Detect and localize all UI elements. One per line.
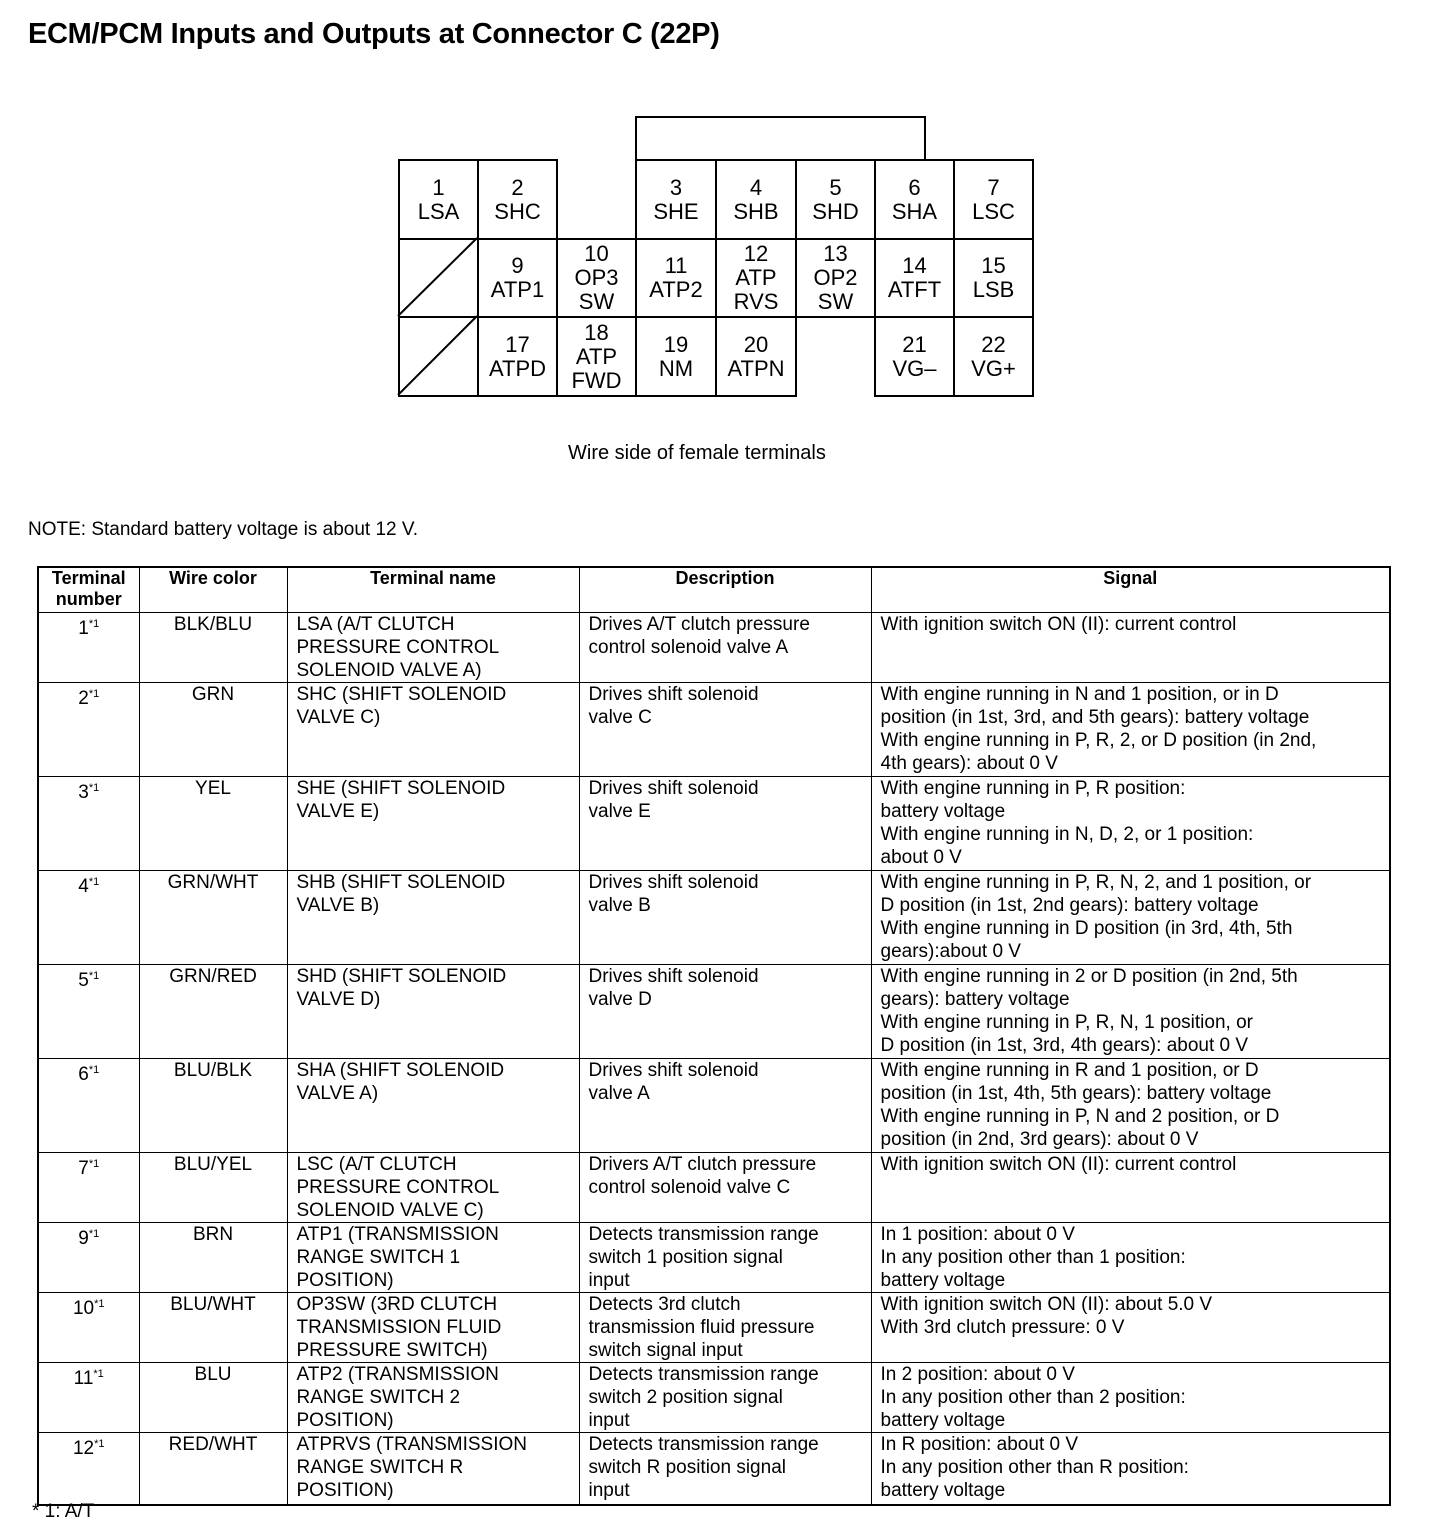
- cell-wire-color: GRN/WHT: [139, 871, 287, 965]
- footnote-marker: *1: [88, 618, 100, 630]
- header-signal: Signal: [871, 567, 1390, 613]
- terminal-table: [37, 566, 1391, 1506]
- terminal-number: 20: [743, 331, 769, 357]
- terminal-label: SHC: [494, 198, 541, 224]
- voltage-note: NOTE: Standard battery voltage is about 12 V.: [28, 519, 419, 540]
- cell-signal: With ignition switch ON (II): current control: [871, 613, 1390, 683]
- cell-terminal-name: LSA (A/T CLUTCH PRESSURE CONTROL SOLENOID VALVE A): [287, 613, 579, 683]
- footnote-marker: *1: [88, 782, 100, 794]
- terminal-label: ATP2: [649, 277, 703, 302]
- cell-description: Detects transmission range switch 2 position signal input: [579, 1363, 871, 1433]
- cell-terminal-name: SHC (SHIFT SOLENOID VALVE C): [287, 683, 579, 777]
- cell-description: Drives shift solenoid valve D: [579, 965, 871, 1059]
- table-row: [38, 613, 1390, 683]
- terminal-number: 17: [505, 331, 530, 357]
- blank-terminal-16-slash: [398, 316, 477, 395]
- terminal-number: 6: [908, 174, 921, 200]
- cell-description: Drives A/T clutch pressure control solenoid valve A: [579, 613, 871, 683]
- cell-wire-color: RED/WHT: [139, 1433, 287, 1505]
- terminal-number: 15: [981, 253, 1006, 278]
- cell-terminal-number: 4$^{*1}$: [38, 871, 139, 965]
- table-row: [38, 1153, 1390, 1223]
- cell-terminal-number: 10$^{*1}$: [38, 1293, 139, 1363]
- header-terminal-name: Terminal name: [287, 567, 579, 613]
- table-row: [38, 965, 1390, 1059]
- cell-signal: With engine running in N and 1 position, or in D position (in 1st, 3rd, and 5th gears): battery voltage With engine running in P, R, 2, or D position (in 2nd, 4th gears): about 0 V: [871, 683, 1390, 777]
- cell-terminal-number: 3$^{*1}$: [38, 777, 139, 871]
- terminal-label: OP3: [574, 265, 619, 290]
- footnote-marker: *1: [88, 1228, 100, 1240]
- table-header-row: [38, 567, 1390, 613]
- terminal-label: LSA: [417, 198, 460, 224]
- cell-signal: With ignition switch ON (II): about 5.0 V With 3rd clutch pressure: 0 V: [871, 1293, 1390, 1363]
- cell-signal: With engine running in R and 1 position, or D position (in 1st, 4th, 5th gears): battery voltage With engine running in P, N and 2 position, or D position (in 2nd, 3rd gears): about 0 V: [871, 1059, 1390, 1153]
- terminal-label: FWD: [571, 367, 622, 393]
- terminal-number: 21: [902, 331, 927, 357]
- terminal-label: SHB: [733, 198, 779, 224]
- terminal-label: ATP: [575, 343, 618, 369]
- page-title: ECM/PCM Inputs and Outputs at Connector C (22P): [28, 18, 720, 50]
- cell-wire-color: YEL: [139, 777, 287, 871]
- cell-wire-color: BLU/WHT: [139, 1293, 287, 1363]
- table-row: [38, 1223, 1390, 1293]
- terminal-number: 14: [902, 253, 927, 278]
- blank-terminal-8-slash: [398, 238, 477, 316]
- cell-terminal-number: 9$^{*1}$: [38, 1223, 139, 1293]
- terminal-label: ATP1: [490, 277, 545, 302]
- terminal-number: 5: [829, 174, 842, 200]
- cell-description: Drives shift solenoid valve E: [579, 777, 871, 871]
- cell-terminal-name: ATP2 (TRANSMISSION RANGE SWITCH 2 POSITION): [287, 1363, 579, 1433]
- table-row: [38, 1363, 1390, 1433]
- cell-description: Detects transmission range switch 1 position signal input: [579, 1223, 871, 1293]
- footnote-marker: *1: [94, 1298, 105, 1310]
- table-row: [38, 777, 1390, 871]
- cell-wire-color: BLU/BLK: [139, 1059, 287, 1153]
- terminal-label: ATP: [735, 265, 777, 290]
- cell-signal: With ignition switch ON (II): current control: [871, 1153, 1390, 1223]
- cell-signal: In 2 position: about 0 V In any position other than 2 position: battery voltage: [871, 1363, 1390, 1433]
- cell-signal: With engine running in P, R, N, 2, and 1 position, or D position (in 1st, 2nd gears): battery voltage With engine running in D position (in 3rd, 4th, 5th gears):about 0 V: [871, 871, 1390, 965]
- header-terminal-number: Terminal number: [38, 567, 139, 613]
- cell-signal: With engine running in 2 or D position (in 2nd, 5th gears): battery voltage With engine running in P, R, N, 1 position, or D position (in 1st, 3rd, 4th gears): about 0 V: [871, 965, 1390, 1059]
- terminal-number: 22: [981, 331, 1006, 357]
- cell-terminal-name: SHE (SHIFT SOLENOID VALVE E): [287, 777, 579, 871]
- cell-wire-color: GRN: [139, 683, 287, 777]
- cell-terminal-name: OP3SW (3RD CLUTCH TRANSMISSION FLUID PRESSURE SWITCH): [287, 1293, 579, 1363]
- table-row: [38, 683, 1390, 777]
- cell-wire-color: BLU/YEL: [139, 1153, 287, 1223]
- footnote-marker: *1: [88, 876, 100, 888]
- footnote-marker: *1: [88, 688, 100, 700]
- cell-signal: With engine running in P, R position: battery voltage With engine running in N, D, 2, or 1 position: about 0 V: [871, 777, 1390, 871]
- cell-terminal-number: 6$^{*1}$: [38, 1059, 139, 1153]
- terminal-label: OP2: [813, 265, 858, 290]
- cell-terminal-number: 7$^{*1}$: [38, 1153, 139, 1223]
- terminal-label: VG–: [892, 355, 937, 381]
- cell-terminal-number: 11$^{*1}$: [38, 1363, 139, 1433]
- header-wire-color: Wire color: [139, 567, 287, 613]
- footnote-marker: *1: [88, 1158, 100, 1170]
- footnote-marker: *1: [94, 1438, 105, 1450]
- footnote-marker: *1: [93, 1368, 104, 1380]
- footnote-marker: *1: [88, 970, 100, 982]
- terminal-label: LSC: [972, 198, 1015, 224]
- blank-terminal-marks: [0, 0, 1440, 420]
- cell-terminal-number: 12$^{*1}$: [38, 1433, 139, 1505]
- terminal-number: 19: [663, 331, 689, 357]
- terminal-label: LSB: [972, 277, 1015, 302]
- terminal-label: RVS: [733, 289, 779, 314]
- terminal-number: 12: [743, 241, 769, 266]
- terminal-label: SW: [817, 289, 854, 314]
- terminal-number: 3: [669, 174, 683, 200]
- terminal-number: 10: [584, 241, 609, 266]
- cell-description: Drives shift solenoid valve A: [579, 1059, 871, 1153]
- cell-terminal-name: SHD (SHIFT SOLENOID VALVE D): [287, 965, 579, 1059]
- cell-terminal-name: ATP1 (TRANSMISSION RANGE SWITCH 1 POSITION): [287, 1223, 579, 1293]
- terminal-label: SW: [578, 289, 615, 314]
- header-description: Description: [579, 567, 871, 613]
- cell-wire-color: BRN: [139, 1223, 287, 1293]
- terminal-label: NM: [658, 355, 694, 381]
- terminal-label: ATFT: [887, 277, 942, 302]
- footnote-marker: *1: [88, 1064, 100, 1076]
- cell-terminal-name: SHA (SHIFT SOLENOID VALVE A): [287, 1059, 579, 1153]
- footnote: * 1: A/T: [32, 1501, 95, 1522]
- terminal-number: 7: [987, 174, 1000, 200]
- terminal-number: 9: [511, 253, 524, 278]
- cell-terminal-number: 2$^{*1}$: [38, 683, 139, 777]
- cell-terminal-name: ATPRVS (TRANSMISSION RANGE SWITCH R POSITION): [287, 1433, 579, 1505]
- terminal-label: VG+: [971, 355, 1016, 381]
- table-row: [38, 1059, 1390, 1153]
- terminal-number: 18: [584, 319, 609, 345]
- cell-signal: In R position: about 0 V In any position other than R position: battery voltage: [871, 1433, 1390, 1505]
- terminal-label: ATPD: [488, 355, 547, 381]
- table-row: [38, 1433, 1390, 1505]
- cell-wire-color: BLK/BLU: [139, 613, 287, 683]
- cell-terminal-name: SHB (SHIFT SOLENOID VALVE B): [287, 871, 579, 965]
- cell-description: Drives shift solenoid valve B: [579, 871, 871, 965]
- table-row: [38, 871, 1390, 965]
- terminal-number: 2: [511, 174, 524, 200]
- cell-wire-color: BLU: [139, 1363, 287, 1433]
- cell-description: Detects transmission range switch R position signal input: [579, 1433, 871, 1505]
- terminal-number: 1: [432, 174, 445, 200]
- terminal-label: SHD: [812, 198, 859, 224]
- terminal-number: 4: [749, 174, 763, 200]
- cell-wire-color: GRN/RED: [139, 965, 287, 1059]
- table-row: [38, 1293, 1390, 1363]
- cell-description: Detects 3rd clutch transmission fluid pressure switch signal input: [579, 1293, 871, 1363]
- cell-terminal-number: 1$^{*1}$: [38, 613, 139, 683]
- terminal-number: 11: [664, 253, 688, 278]
- cell-signal: In 1 position: about 0 V In any position other than 1 position: battery voltage: [871, 1223, 1390, 1293]
- terminal-number: 13: [823, 241, 848, 266]
- terminal-label: SHA: [891, 198, 938, 224]
- cell-terminal-name: LSC (A/T CLUTCH PRESSURE CONTROL SOLENOID VALVE C): [287, 1153, 579, 1223]
- connector-caption: Wire side of female terminals: [568, 442, 826, 464]
- terminal-label: ATPN: [727, 355, 785, 381]
- cell-terminal-number: 5$^{*1}$: [38, 965, 139, 1059]
- terminal-label: SHE: [653, 198, 699, 224]
- cell-description: Drivers A/T clutch pressure control solenoid valve C: [579, 1153, 871, 1223]
- cell-description: Drives shift solenoid valve C: [579, 683, 871, 777]
